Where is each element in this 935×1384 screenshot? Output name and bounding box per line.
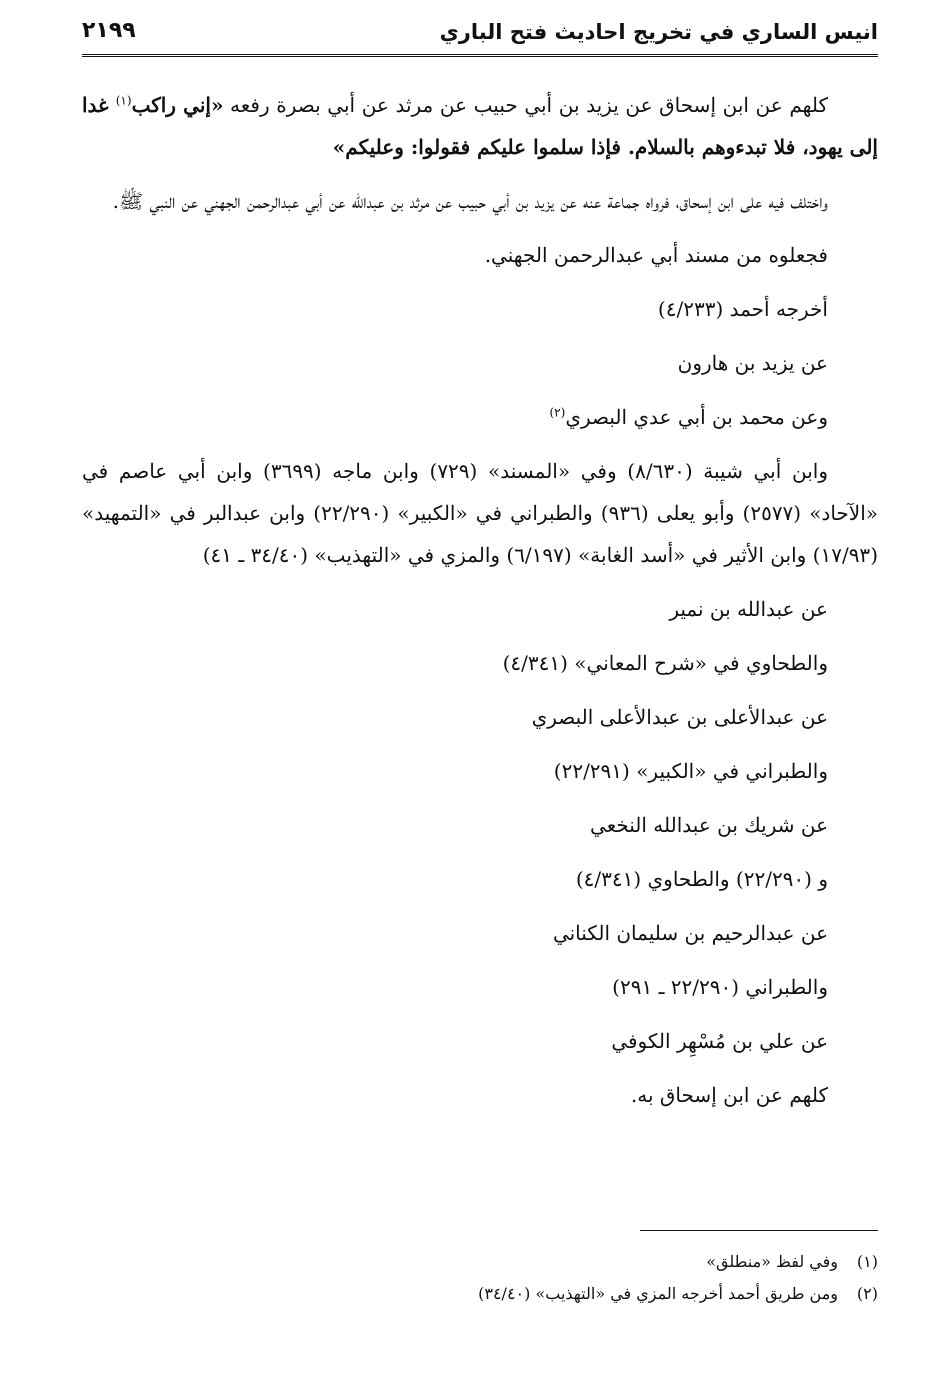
line-13: و (٢٢/٢٩٠) والطحاوي (٤/٣٤١) <box>575 867 828 891</box>
paragraph-2: واختلف فيه على ابن إسحاق، فرواه جماعة عنه عن يزيد بن أبي حبيب عن مرثد بن عبدالله عن أبي عبدالرحمن الجهني عن النبي ﷺ. <box>112 189 828 213</box>
line-9: والطحاوي في «شرح المعاني» (٤/٣٤١) <box>502 651 828 675</box>
footnote-number: (١) <box>856 1252 878 1271</box>
line-3: فجعلوه من مسند أبي عبدالرحمن الجهني. <box>484 243 828 267</box>
line-6 <box>82 396 878 438</box>
footnote-mark-2: (٢) <box>549 405 566 420</box>
page-number: ٢١٩٩ <box>82 18 136 43</box>
line-17: كلهم عن ابن إسحاق به. <box>630 1083 828 1107</box>
line-10: عن عبدالأعلى بن عبدالأعلى البصري <box>531 705 828 729</box>
hadith-quote-end: غدا إلى يهود، فلا تبدءوهم بالسلام. فإذا سلموا عليكم فقولوا: وعليكم» <box>82 93 878 159</box>
line-6-text: وعن محمد بن أبي عدي البصري <box>565 405 828 429</box>
footnote-2 <box>82 1278 878 1310</box>
line-14: عن عبدالرحيم بن سليمان الكناني <box>552 921 828 945</box>
running-header <box>82 16 878 57</box>
main-text <box>82 84 878 1128</box>
paragraph-7: وابن أبي شيبة (٨/٦٣٠) وفي «المسند» (٧٢٩) وابن ماجه (٣٦٩٩) وابن أبي عاصم في «الآحاد» (٢٥٧٧) وأبو يعلى (٩٣٦) والطبراني في «الكبير» (٢٢/٢٩٠) وابن عبدالبر في «التمهيد» (١٧/٩٣) وابن الأثير في «أسد الغابة» (٦/١٩٧) والمزي في «التهذيب» (٣٤/٤٠ ـ ٤١) <box>82 459 878 567</box>
paragraph-1 <box>82 84 878 168</box>
footnotes <box>82 1246 878 1310</box>
footnote-1 <box>82 1246 878 1278</box>
book-page <box>82 16 878 1356</box>
line-5: عن يزيد بن هارون <box>677 351 828 375</box>
hadith-quote-start: «إني راكب <box>131 93 224 117</box>
line-8: عن عبدالله بن نمير <box>669 597 828 621</box>
paragraph-1-text: كلهم عن ابن إسحاق عن يزيد بن أبي حبيب عن مرثد عن أبي بصرة رفعه <box>223 93 828 117</box>
footnote-mark-1: (١) <box>115 93 132 108</box>
footnote-text: ومن طريق أحمد أخرجه المزي في «التهذيب» (٣٤/٤٠) <box>478 1284 838 1303</box>
header-title: انيس الساري في تخريج احاديث فتح الباري <box>439 20 878 44</box>
line-12: عن شريك بن عبدالله النخعي <box>590 813 828 837</box>
line-15: والطبراني (٢٢/٢٩٠ ـ ٢٩١) <box>612 975 828 999</box>
line-16: عن علي بن مُسْهِر الكوفي <box>611 1029 828 1053</box>
footnote-number: (٢) <box>856 1284 878 1303</box>
line-4: أخرجه أحمد (٤/٢٣٣) <box>657 297 828 321</box>
footnote-divider <box>640 1230 878 1231</box>
line-11: والطبراني في «الكبير» (٢٢/٢٩١) <box>553 759 828 783</box>
footnote-text: وفي لفظ «منطلق» <box>706 1252 838 1271</box>
